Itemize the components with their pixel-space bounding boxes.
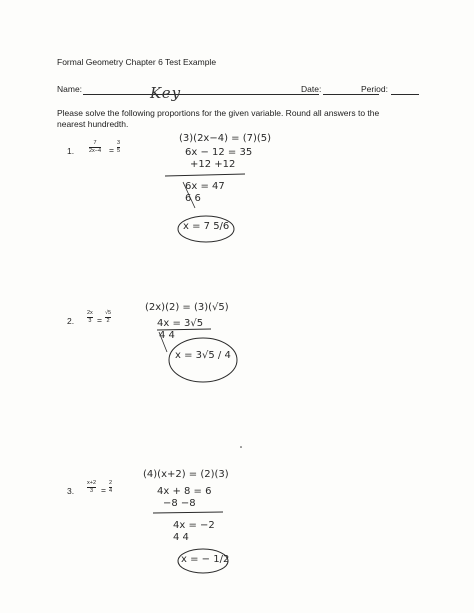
date-label: Date: [301, 84, 322, 94]
work-line: (2x)(2) = (3)(√5) [145, 302, 229, 313]
work-line: 6x − 12 = 35 [185, 147, 253, 158]
name-label: Name: [57, 84, 83, 94]
left-denominator: 3 [88, 318, 92, 324]
page-title: Formal Geometry Chapter 6 Test Example [57, 57, 217, 67]
name-value: Key [150, 84, 182, 102]
answer: x = 3√5 / 4 [175, 350, 231, 361]
work-line: (3)(2x−4) = (7)(5) [179, 133, 272, 144]
work-line: −8 −8 [163, 498, 196, 509]
right-denominator: 2 [106, 318, 110, 324]
work-line: 6x = 47 [185, 181, 225, 192]
instructions: Please solve the following proportions for the given variable. Round all answers to the nearest hundredth. [57, 108, 380, 129]
work-line: 4 4 [173, 532, 189, 543]
equals-sign: = [101, 485, 106, 495]
left-denominator: 2x−4 [89, 148, 102, 154]
left-numerator: x+2 [87, 480, 97, 486]
work-line: 4 4 [159, 330, 175, 341]
left-denominator: 3 [89, 488, 94, 494]
problem-number: 3. [67, 486, 75, 496]
left-numerator: 2x [87, 310, 93, 316]
answer: x = 7 5/6 [183, 221, 230, 232]
left-numerator: 7 [93, 140, 97, 146]
right-numerator: √5 [105, 310, 112, 316]
period-label: Period: [361, 84, 388, 94]
right-numerator: 2 [109, 480, 113, 486]
right-denominator: 4 [109, 488, 113, 494]
problem-number: 1. [67, 146, 75, 156]
work-line: +12 +12 [190, 159, 236, 170]
equals-sign: = [97, 315, 102, 325]
right-denominator: 5 [117, 148, 121, 154]
work-line: 6 6 [185, 193, 201, 204]
work-line: 4x = −2 [173, 520, 215, 531]
problem-number: 2. [67, 316, 75, 326]
work-line: (4)(x+2) = (2)(3) [143, 469, 229, 480]
equals-sign: = [109, 145, 114, 155]
work-line: 4x = 3√5 [157, 318, 204, 329]
right-numerator: 3 [117, 140, 121, 146]
answer: x = − 1/2 [181, 554, 230, 565]
work-line: 4x + 8 = 6 [157, 486, 212, 497]
